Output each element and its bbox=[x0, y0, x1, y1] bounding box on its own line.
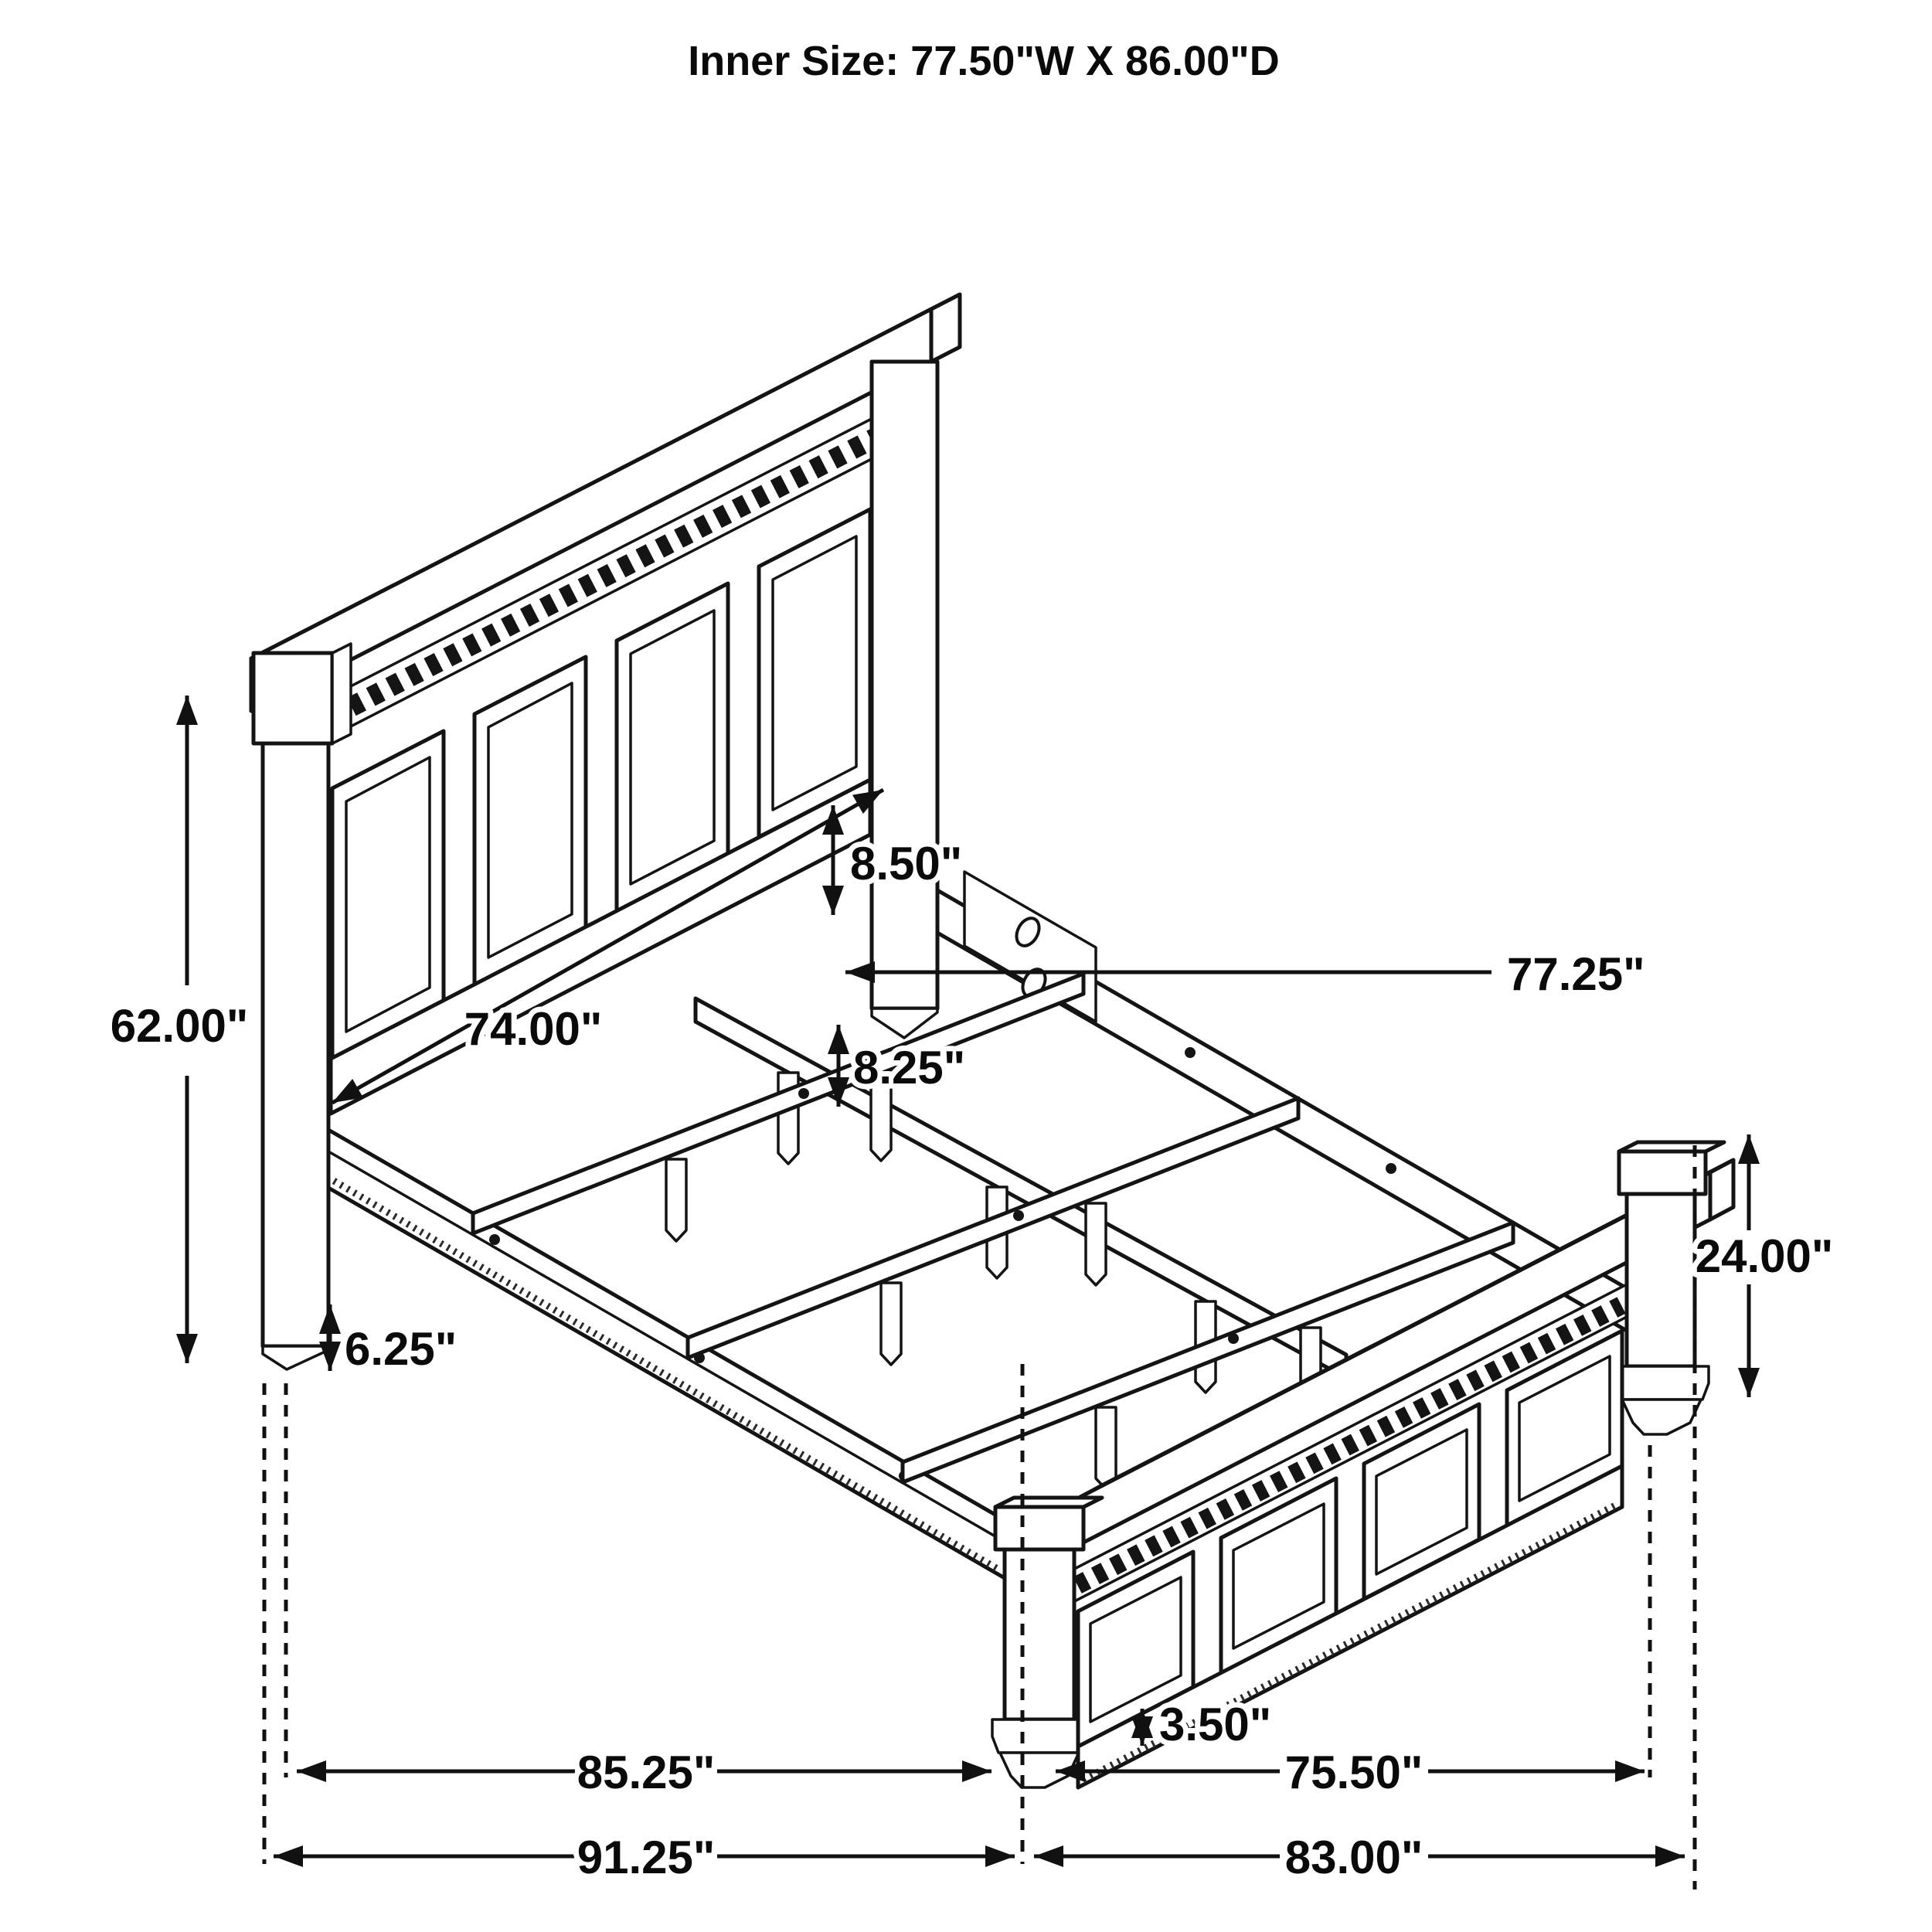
dim-label: 8.25" bbox=[853, 1042, 966, 1094]
dim-label: 75.50" bbox=[1284, 1747, 1423, 1798]
panel-inset bbox=[773, 536, 856, 810]
slat-leg bbox=[1096, 1407, 1116, 1489]
page-title: Inner Size: 77.50"W X 86.00"D bbox=[688, 38, 1280, 84]
footboard-left-foot-cap bbox=[992, 1719, 1087, 1753]
footboard-left-post-cap bbox=[995, 1507, 1083, 1549]
center-rail-board bbox=[696, 998, 1346, 1378]
side-rail-far bbox=[937, 872, 1627, 1331]
screw-hole bbox=[1185, 1047, 1196, 1058]
screw-hole bbox=[798, 1088, 809, 1099]
mattress-slats bbox=[473, 974, 1513, 1489]
headboard-left-post-cap-side bbox=[332, 644, 351, 743]
dim-label: 6.25" bbox=[345, 1323, 457, 1375]
dim-post-base bbox=[330, 1304, 457, 1375]
dim-label: 91.25" bbox=[577, 1832, 716, 1883]
dim-label: 85.25" bbox=[577, 1747, 716, 1798]
footboard-right-post bbox=[1627, 1194, 1695, 1366]
screw-hole bbox=[1386, 1163, 1396, 1174]
panel-inset bbox=[346, 757, 430, 1032]
dim-label: 62.00" bbox=[110, 1000, 249, 1052]
slat-leg bbox=[881, 1283, 901, 1365]
dim-foot-height bbox=[1142, 1699, 1271, 1750]
screw-hole bbox=[489, 1234, 500, 1245]
dim-label: 83.00" bbox=[1284, 1832, 1423, 1883]
headboard-right-post bbox=[872, 362, 937, 1009]
slat-leg bbox=[666, 1159, 686, 1241]
headboard-left-post bbox=[263, 743, 328, 1346]
panel-inset bbox=[488, 683, 572, 957]
dim-label: 3.50" bbox=[1159, 1699, 1272, 1750]
screw-hole bbox=[1013, 1210, 1024, 1221]
headboard-cap-end bbox=[931, 294, 960, 362]
panel-inset bbox=[631, 611, 714, 884]
headboard-left-post-cap bbox=[253, 653, 332, 743]
dim-label: 24.00" bbox=[1695, 1230, 1834, 1282]
dim-headboard-height bbox=[111, 696, 249, 1363]
screw-hole bbox=[1228, 1333, 1239, 1344]
dim-label: 74.00" bbox=[464, 1003, 603, 1055]
footboard-right-post-cap bbox=[1619, 1151, 1706, 1194]
footboard-left-post bbox=[1005, 1549, 1074, 1719]
headboard bbox=[251, 294, 963, 1369]
headboard-left-post-foot bbox=[263, 1346, 328, 1369]
dim-overall-depth bbox=[274, 1832, 1015, 1883]
dim-label: 77.25" bbox=[1507, 948, 1645, 1000]
dim-side-rail-length bbox=[297, 1747, 992, 1798]
footboard-right-bun-foot bbox=[1622, 1400, 1701, 1434]
slat-leg bbox=[1086, 1203, 1106, 1285]
dim-label: 8.50" bbox=[850, 838, 963, 889]
footboard-cap-end bbox=[1710, 1160, 1733, 1219]
dim-center-rail-length bbox=[845, 948, 1645, 1000]
dim-overall-width bbox=[1034, 1832, 1685, 1883]
